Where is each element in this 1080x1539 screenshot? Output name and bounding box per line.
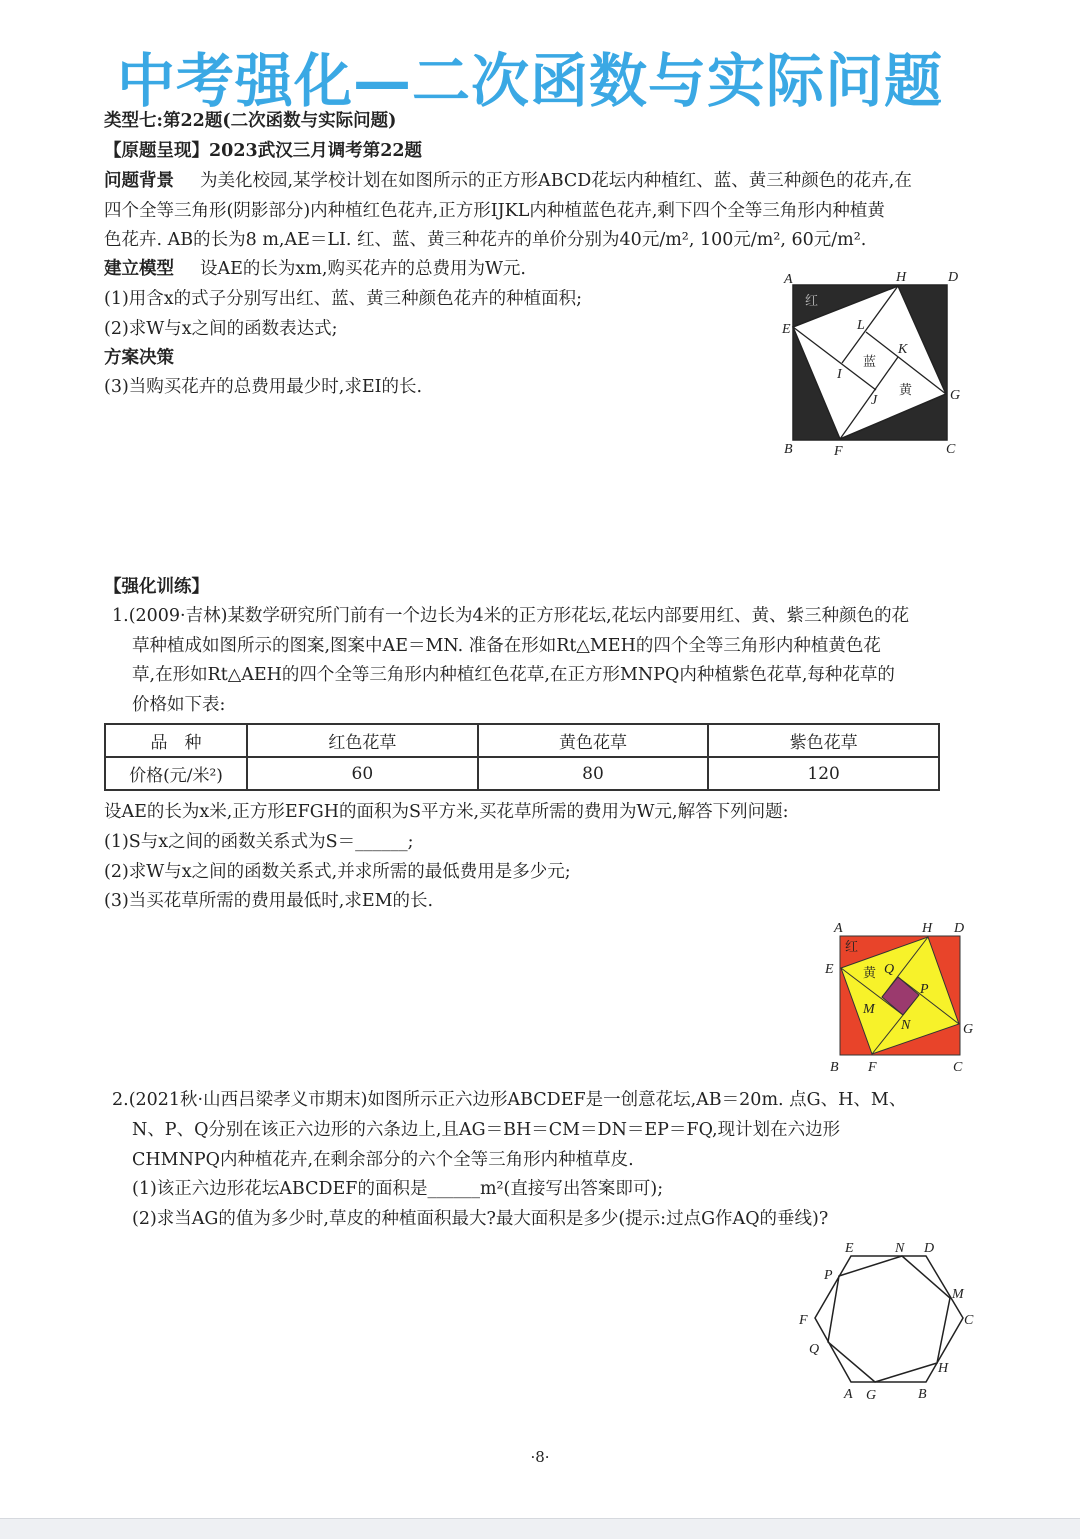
table-header: 红色花草 [247,724,478,757]
table-header: 黄色花草 [478,724,709,757]
table-cell: 80 [478,757,709,790]
page-number: ·8· [530,1448,550,1466]
problem-2-q1: (1)该正六边形花坛ABCDEF的面积是______m²(直接写出答案即可); [132,1179,664,1199]
source-line: 【原题呈现】2023武汉三月调考第22题 [104,141,423,161]
label-n: N [895,1241,905,1256]
problem-1-text: 草种植成如图所示的图案,图案中AE＝MN. 准备在形如Rt△MEH的四个全等三角形内种植黄色花 [132,636,881,656]
model-text: 设AE的长为xm,购买花卉的总费用为W元. [200,259,526,279]
table-header-row [105,724,939,757]
label-a: A [784,272,793,287]
price-table [104,723,940,791]
label-a: A [844,1387,853,1402]
problem-1-text: 价格如下表: [132,695,226,715]
label-f: F [799,1313,808,1328]
problem-1-setup: 设AE的长为x米,正方形EFGH的面积为S平方米,买花草所需的费用为W元,解答下列问题: [104,802,789,822]
table-cell: 60 [247,757,478,790]
figure-hexagon [790,1235,980,1410]
label-e: E [825,962,834,977]
table-header: 紫色花草 [708,724,939,757]
label-e: E [782,322,791,337]
training-heading: 【强化训练】 [104,577,209,597]
background-text: 为美化校园,某学校计划在如图所示的正方形ABCD花坛内种植红、蓝、黄三种颜色的花卉,在 [200,171,912,191]
label-red: 红 [845,940,859,955]
label-d: D [948,270,959,285]
problem-2-text: CHMNPQ内种植花卉,在剩余部分的六个全等三角形内种植草皮. [132,1150,634,1170]
hexagon-ghmnpq [828,1256,950,1382]
label-b: B [784,442,793,457]
label-h: H [896,270,907,285]
label-blue: 蓝 [863,355,877,370]
problem-1-q1: (1)S与x之间的函数关系式为S＝______; [104,832,414,852]
label-c: C [946,442,956,457]
label-p: P [920,982,929,997]
label-h: H [922,921,933,936]
label-yellow: 黄 [863,966,877,981]
label-j: J [871,393,878,408]
label-p: P [824,1268,833,1283]
label-g: G [950,388,961,403]
label-q: Q [809,1342,820,1357]
label-d: D [924,1241,935,1256]
label-g: G [866,1388,877,1403]
label-h: H [938,1361,949,1376]
problem-1-text: 1.(2009·吉林)某数学研究所门前有一个边长为4米的正方形花坛,花坛内部要用红、黄、紫三种颜色的花 [112,606,910,626]
question-1: (1)用含x的式子分别写出红、蓝、黄三种颜色花卉的种植面积; [104,289,583,309]
label-b: B [918,1387,927,1402]
table-cell: 价格(元/米²) [105,757,247,790]
figure-square-abcd [770,265,970,465]
label-b: B [830,1060,839,1075]
figure-colored-square [820,915,980,1080]
problem-2-text: N、P、Q分别在该正六边形的六条边上,且AG＝BH＝CM＝DN＝EP＝FQ,现计划在六边形 [132,1120,841,1140]
label-k: K [898,342,908,357]
problem-1-q3: (3)当买花草所需的费用最低时,求EM的长. [104,891,434,911]
background-text: 色花卉. AB的长为8 m,AE＝LI. 红、蓝、黄三种花卉的单价分别为40元/m², 100元/m², 60元/m². [104,230,867,250]
bottom-bar [0,1518,1080,1539]
label-a: A [834,921,843,936]
label-e: E [845,1241,854,1256]
table-cell: 120 [708,757,939,790]
section-heading: 类型七:第22题(二次函数与实际问题) [104,111,397,131]
label-d: D [954,921,965,936]
question-3: (3)当购买花卉的总费用最少时,求EI的长. [104,377,423,397]
table-header: 品 种 [105,724,247,757]
label-m: M [863,1002,875,1017]
label-yellow: 黄 [899,383,913,398]
problem-1-text: 草,在形如Rt△AEH的四个全等三角形内种植红色花草,在正方形MNPQ内种植紫色花草,每种花草的 [132,665,895,685]
label-i: I [837,367,842,382]
page-title: 中考强化—二次函数与实际问题 [116,47,943,115]
model-label: 建立模型 [104,259,174,279]
label-g: G [963,1022,974,1037]
background-label: 问题背景 [104,171,174,191]
label-m: M [952,1287,964,1302]
problem-2-text: 2.(2021秋·山西吕梁孝义市期末)如图所示正六边形ABCDEF是一创意花坛,AB＝20m. 点G、H、M、 [112,1090,907,1110]
label-f: F [834,444,843,459]
table-row [105,757,939,790]
question-2: (2)求W与x之间的函数表达式; [104,319,338,339]
label-f: F [868,1060,877,1075]
label-c: C [964,1313,974,1328]
label-l: L [857,318,865,333]
problem-2-q2: (2)求当AG的值为多少时,草皮的种植面积最大?最大面积是多少(提示:过点G作AQ的垂线)? [132,1209,829,1229]
label-c: C [953,1060,963,1075]
label-n: N [901,1018,911,1033]
label-red: 红 [805,294,819,309]
decision-label: 方案决策 [104,348,174,368]
background-text: 四个全等三角形(阴影部分)内种植红色花卉,正方形IJKL内种植蓝色花卉,剩下四个全等三角形内种植黄 [104,201,885,221]
label-q: Q [884,962,895,977]
problem-1-q2: (2)求W与x之间的函数关系式,并求所需的最低费用是多少元; [104,862,571,882]
